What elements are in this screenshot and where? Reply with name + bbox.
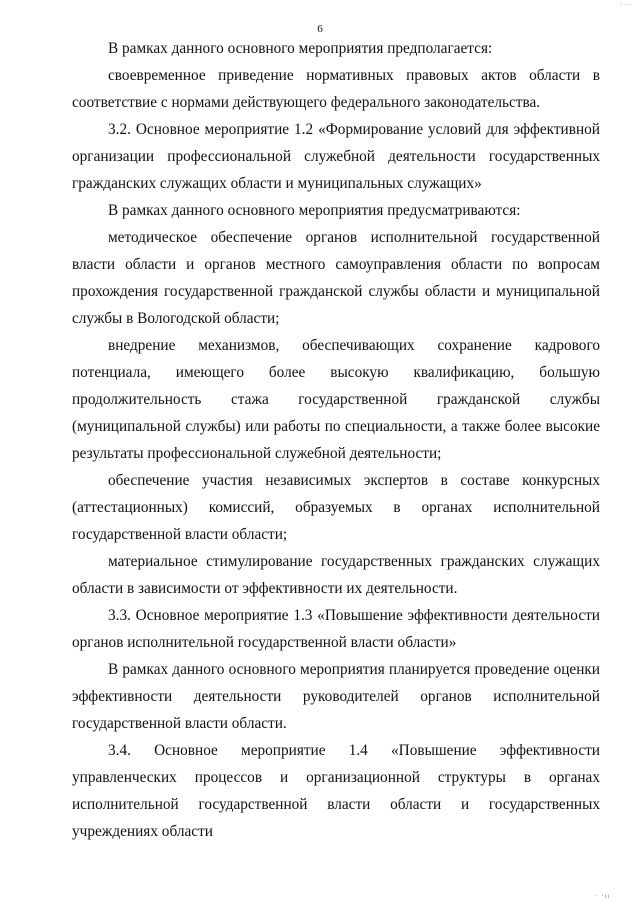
paragraph-personnel-mechanisms: внедрение механизмов, обеспечивающих сохранение кадрового потенциала, имеющего более высокую квалификацию, большую продолжительность стажа государственной гражданской службы (муниципальной службы) или работы по специальности, а также более высокие результаты профессиональной служебной деятельности; [72, 337, 600, 462]
paragraph-intro-3-2: В рамках данного основного мероприятия предусматриваются: [108, 202, 521, 219]
paragraph-intro: В рамках данного основного мероприятия предполагается: [108, 40, 493, 57]
scan-mark: · ·· [620, 2, 632, 9]
section-heading-3-4: 3.4. Основное мероприятие 1.4 «Повышение эффективности управленческих процессов и организационной структуры в органах исполнительной государственной власти области и государственных учреждениях области [72, 742, 600, 840]
scan-mark: · ·ıı [595, 893, 610, 900]
paragraph-material-incentives: материальное стимулирование государственных гражданских служащих области в зависимости от эффективности их деятельности. [72, 553, 600, 597]
document-body [72, 35, 600, 845]
section-heading-3-3: 3.3. Основное мероприятие 1.3 «Повышение эффективности деятельности органов исполнительной государственной власти области» [72, 607, 600, 651]
page-number: 6 [317, 23, 323, 35]
paragraph-evaluation: В рамках данного основного мероприятия планируется проведение оценки эффективности деятельности руководителей органов исполнительной государственной власти области. [72, 661, 600, 732]
paragraph-legal-acts: своевременное приведение нормативных правовых актов области в соответствие с нормами действующего федерального законодательства. [72, 67, 600, 111]
paragraph-methodical-support: методическое обеспечение органов исполнительной государственной власти области и органов местного самоуправления области по вопросам прохождения государственной гражданской службы области и муниципальной службы в Вологодской области; [72, 229, 600, 327]
section-heading-3-2: 3.2. Основное мероприятие 1.2 «Формирование условий для эффективной организации профессиональной служебной деятельности государственных гражданских служащих области и муниципальных служащих» [72, 121, 600, 192]
paragraph-independent-experts: обеспечение участия независимых экспертов в составе конкурсных (аттестационных) комиссий, образуемых в органах исполнительной государственной власти области; [72, 472, 600, 543]
